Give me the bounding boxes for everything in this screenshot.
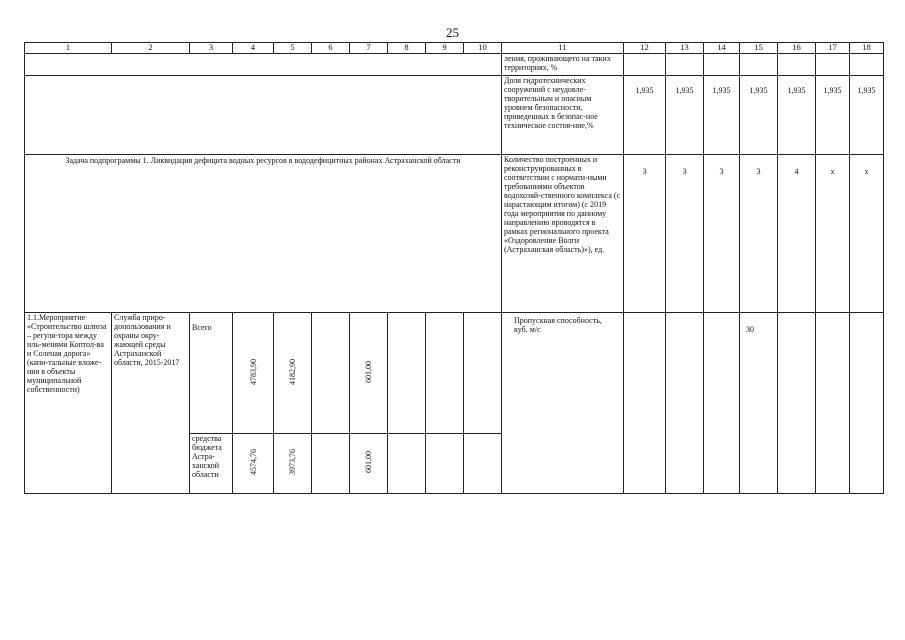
col-number: 11 (502, 43, 624, 54)
col-number: 10 (464, 43, 502, 54)
program-table (24, 42, 884, 494)
indicator-cell: Пропускная способность, куб. м/с (502, 313, 624, 494)
table-row (25, 76, 884, 155)
value-cell: 1,935 (666, 76, 704, 155)
amount-cell (350, 433, 388, 493)
amount-value: 4783,90 (248, 358, 258, 385)
indicator-cell: ления, проживающего на таких территориях, % (502, 54, 624, 76)
col-number: 8 (388, 43, 426, 54)
amount-value: 601,00 (364, 451, 373, 474)
col-number: 13 (666, 43, 704, 54)
table-row (25, 54, 884, 76)
source-cell: средства бюджета Астра-ханской области (190, 433, 233, 493)
amount-cell (233, 433, 274, 493)
col-number: 16 (778, 43, 816, 54)
col-number: 4 (233, 43, 274, 54)
value-cell: 3 (624, 155, 666, 313)
value-cell: 3 (704, 155, 740, 313)
value-cell: x (816, 155, 850, 313)
value-cell: x (850, 155, 884, 313)
col-number: 5 (274, 43, 312, 54)
col-number: 9 (426, 43, 464, 54)
col-number: 1 (25, 43, 112, 54)
value-cell: 4 (778, 155, 816, 313)
col-number: 6 (312, 43, 350, 54)
indicator-cell: Доля гидротехнических сооружений с неудовле-творительным и опасным уровнем безопасности, приведенных в безопас-ное техническое состоя-ние,% (502, 76, 624, 155)
empty-cell (25, 76, 502, 155)
amount-value: 4574,76 (248, 449, 258, 476)
source-cell: Всего (190, 313, 233, 434)
value-cell: 1,935 (624, 76, 666, 155)
amount-value: 4182,90 (288, 358, 297, 385)
executor-cell: Служба приро-допользования и охраны окру-жающей среды Астраханской области, 2015-2017 (112, 313, 190, 494)
amount-cell (274, 313, 312, 434)
value-cell: 1,935 (816, 76, 850, 155)
empty-cell (25, 54, 502, 76)
value-cell: 30 (740, 313, 778, 494)
value-cell: 1,935 (740, 76, 778, 155)
amount-value: 601,00 (364, 360, 373, 383)
page-number: 25 (446, 25, 459, 40)
amount-cell (274, 433, 312, 493)
table-row (25, 155, 884, 313)
col-number: 12 (624, 43, 666, 54)
amount-cell (350, 313, 388, 434)
col-number: 14 (704, 43, 740, 54)
value-cell: 1,935 (778, 76, 816, 155)
amount-cell (233, 313, 274, 434)
value-cell: 1,935 (704, 76, 740, 155)
indicator-cell: Количество построенных и реконструированных в соответствии с нормати-ными требованиями объектов водохозяй-ственного комплекса (с нарастающим итогом) (с 2019 года мероприятия по данному направлению проводятся в рамках регионального проекта «Оздоровление Волги (Астраханская область)»), ед. (502, 155, 624, 313)
value-cell: 3 (740, 155, 778, 313)
col-number: 17 (816, 43, 850, 54)
col-number: 2 (112, 43, 190, 54)
col-number: 3 (190, 43, 233, 54)
col-number: 7 (350, 43, 388, 54)
task-cell: Задача подпрограммы 1. Ликвидация дефицита водных ресурсов в вододефицитных районах Астраханской области (25, 155, 502, 313)
amount-value: 3973,76 (288, 449, 297, 476)
measure-name-cell: 1.1.Мероприятие «Строительство шлюза – регуля-тора между иль-менями Коптол-ва и Соленая дорога» (капи-тальные вложе-ния в объекты муниципальной собственности) (25, 313, 112, 494)
value-cell: 1,935 (850, 76, 884, 155)
column-number-row (25, 43, 884, 54)
table-row (25, 313, 884, 434)
col-number: 18 (850, 43, 884, 54)
col-number: 15 (740, 43, 778, 54)
value-cell: 3 (666, 155, 704, 313)
